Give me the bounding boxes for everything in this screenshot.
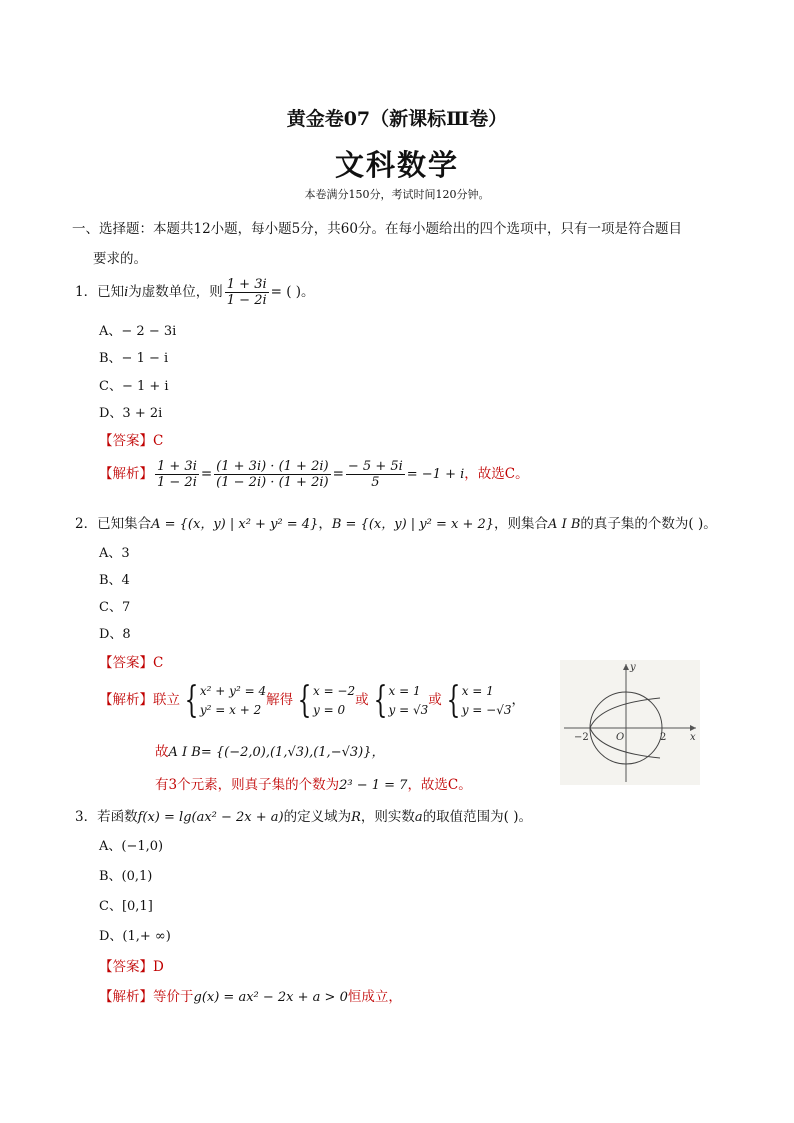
q2-brace-4: { — [446, 679, 461, 721]
q3-r: R — [351, 810, 361, 825]
q3-analysis — [99, 985, 402, 1005]
q1-analysis-frac1-num: 1 + 3i — [157, 459, 197, 474]
q3-option-d: D、(1,+ ∞) — [99, 929, 171, 944]
q1-analysis-frac2-den: (1 − 2i) · (1 + 2i) — [216, 475, 329, 490]
q3-option-b: B、(0,1) — [99, 869, 153, 884]
q3-answer-tag: 【答案】 — [99, 959, 153, 975]
q2-system-2 — [313, 682, 355, 720]
q3-answer — [99, 955, 164, 975]
q2-line3-b: ，故选C。 — [407, 777, 472, 793]
fig-x-label: x — [690, 732, 696, 743]
q1-analysis-frac3-num: − 5 + 5i — [347, 459, 403, 474]
q2-system-4-eq2: y = −√3 — [461, 702, 512, 717]
q2-system-1 — [200, 682, 266, 720]
q2-lianli: 联立 — [153, 692, 180, 708]
q2-system-3-eq1: x = 1 — [388, 683, 421, 698]
q1-frac-num: 1 + 3i — [226, 277, 267, 292]
q1-analysis-frac3 — [346, 459, 405, 490]
q1-analysis-frac2 — [214, 459, 330, 490]
q3-option-c: C、[0,1] — [99, 899, 153, 914]
q3-answer-value: D — [153, 959, 164, 975]
q2-system-4 — [462, 682, 512, 720]
q1-answer-tag: 【答案】 — [99, 433, 153, 449]
q2-brace-1: { — [184, 679, 199, 721]
q2-set-b: B = {(x，y) | y² = x + 2} — [331, 517, 495, 532]
q3-a: a — [414, 810, 423, 825]
q2-answer-tag: 【答案】 — [99, 655, 153, 671]
q3-analysis-tag: 【解析】 — [99, 989, 153, 1005]
q3-analysis-text1: 等价于 — [153, 989, 194, 1005]
q1-analysis-tag: 【解析】 — [99, 466, 153, 482]
q2-analysis-line2 — [155, 740, 384, 760]
q2-brace-2: { — [297, 679, 312, 721]
q2-system-3-eq2: y = √3 — [388, 702, 429, 717]
q2-answer — [99, 651, 163, 671]
fig-origin-label: O — [616, 732, 625, 743]
question-1 — [75, 274, 315, 311]
q2-figure — [560, 660, 700, 785]
q2-end-comma: ， — [511, 692, 525, 708]
q3-analysis-math: g(x) = ax² − 2x + a > 0 — [193, 990, 348, 1005]
q1-suffix: = ( )。 — [270, 284, 315, 300]
q2-answer-value: C — [153, 655, 164, 671]
q1-analysis-frac1 — [155, 459, 199, 490]
q2-ab: A I B — [548, 517, 581, 532]
q2-line2-a: 故 — [155, 744, 169, 760]
q2-brace-3: { — [373, 679, 387, 721]
q1-answer — [99, 429, 163, 449]
q2-line2-ab: A I B — [168, 745, 201, 760]
q2-system-3 — [389, 682, 429, 720]
q2-jiede: 解得 — [266, 692, 294, 708]
q2-analysis-line3 — [155, 773, 472, 793]
q2-line3-math: 2³ − 1 = 7 — [339, 778, 408, 793]
q1-analysis-end: ，故选C。 — [464, 466, 529, 482]
q3-option-a: A、(−1,0) — [99, 839, 164, 854]
q2-figure-background — [560, 660, 700, 785]
q2-analysis-tag: 【解析】 — [99, 692, 153, 708]
q2-option-d: D、8 — [99, 627, 131, 642]
q2-system-2-eq2: y = 0 — [312, 702, 346, 717]
q2-huo-1: 或 — [355, 692, 369, 708]
q3-text-b: 的定义域为 — [283, 809, 352, 825]
document-subtitle: 文科数学 — [334, 148, 459, 182]
exam-note: 本卷满分150分，考试时间120分钟。 — [304, 188, 490, 201]
q1-prefix: 1．已知 — [75, 284, 125, 300]
q2-huo-2: 或 — [428, 692, 442, 708]
q1-analysis-result: = −1 + i — [406, 467, 465, 482]
question-3 — [75, 805, 532, 825]
q2-analysis — [99, 678, 525, 722]
q3-text-c: ，则实数 — [360, 809, 415, 825]
q1-option-a: A、− 2 − 3i — [99, 324, 177, 339]
q3-func: f(x) = lg(ax² − 2x + a) — [137, 810, 284, 825]
question-2 — [75, 512, 717, 532]
fig-2-label: 2 — [660, 732, 667, 743]
q1-analysis-frac1-den: 1 − 2i — [157, 475, 197, 490]
q2-option-a: A、3 — [99, 546, 130, 561]
q2-system-1-eq2: y² = x + 2 — [199, 702, 262, 717]
q1-analysis-frac3-den: 5 — [371, 475, 380, 490]
q1-analysis-frac2-num: (1 + 3i) · (1 + 2i) — [216, 459, 329, 474]
q2-text-c: 的真子集的个数为( )。 — [580, 516, 717, 532]
q2-line2-b: = {(−2,0),(1,√3),(1,−√3)}， — [200, 745, 385, 760]
q1-answer-value: C — [153, 433, 164, 449]
section-heading-line2: 要求的。 — [93, 251, 147, 267]
q2-comma: ， — [318, 516, 332, 532]
q1-option-b: B、− 1 − i — [99, 351, 169, 366]
q1-fraction — [225, 277, 269, 308]
q2-system-4-eq1: x = 1 — [461, 683, 494, 698]
q1-analysis: 【解析】 $\frac{1 + 3i}{1 - 2i}$ = $\frac{(1 + 3i) \cdot (1 + 2i)}{(1 - 2i) \cdot (1 + 2i)}$ = $\frac{- 5 + 5i}{5}$ = −1 + i，故选C。 — [99, 459, 529, 490]
q1-i: i — [124, 285, 129, 300]
fig-y-label: y — [630, 662, 636, 673]
fig-minus2-label: −2 — [574, 732, 589, 743]
document-title: 黄金卷07（新课标Ⅲ卷） — [286, 108, 508, 130]
q2-system-2-eq1: x = −2 — [312, 683, 356, 698]
q2-option-b: B、4 — [99, 573, 130, 588]
q2-option-c: C、7 — [99, 600, 131, 615]
q1-option-d: D、3 + 2i — [99, 406, 163, 421]
section-heading-line1: 一、选择题：本题共12小题，每小题5分，共60分。在每小题给出的四个选项中，只有一项是符合题目 — [72, 221, 682, 237]
q1-option-c: C、− 1 + i — [99, 379, 169, 394]
q3-analysis-text2: 恒成立， — [347, 989, 402, 1005]
q1-frac-den: 1 − 2i — [226, 293, 267, 308]
q2-set-a: A = {(x，y) | x² + y² = 4} — [151, 517, 319, 532]
q2-line3-a: 有3个元素，则真子集的个数为 — [155, 777, 340, 793]
q2-text-a: 2．已知集合 — [75, 516, 152, 532]
q2-system-1-eq1: x² + y² = 4 — [199, 683, 267, 698]
q1-mid: 为虚数单位，则 — [128, 284, 223, 300]
q3-text-d: 的取值范围为( )。 — [422, 809, 533, 825]
q3-text-a: 3．若函数 — [75, 809, 138, 825]
q2-text-b: ，则集合 — [494, 516, 549, 532]
